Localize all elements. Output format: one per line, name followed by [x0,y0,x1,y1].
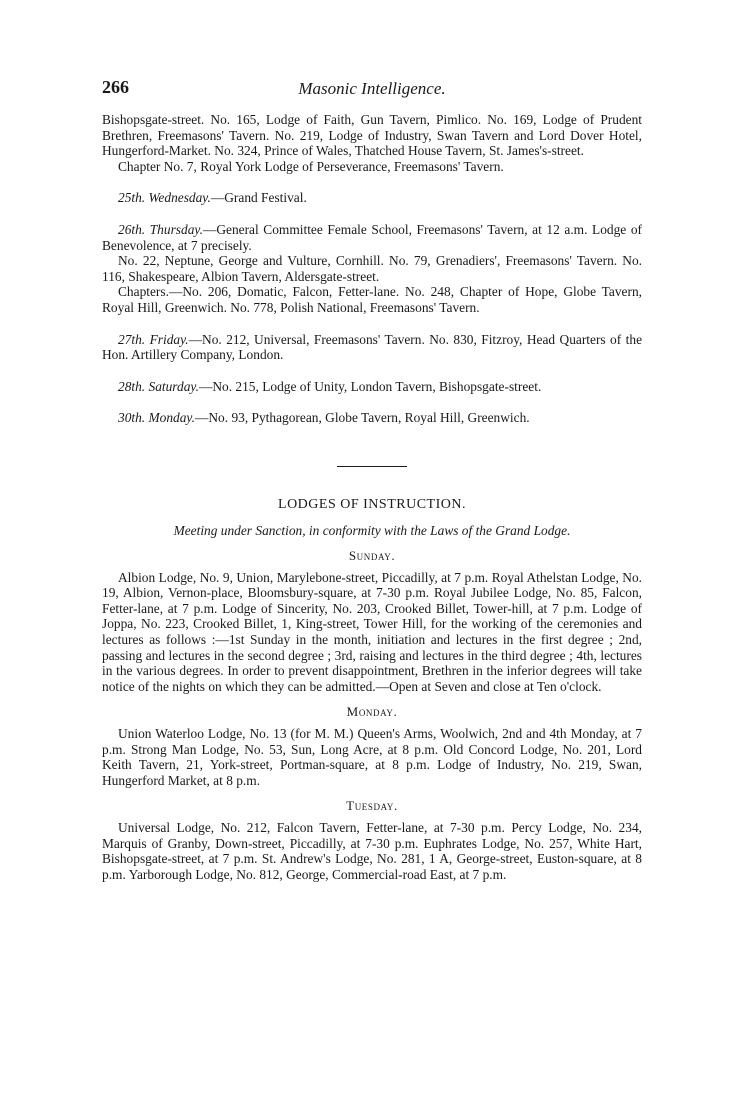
chapter-paragraph: Chapter No. 7, Royal York Lodge of Perseverance, Freemasons' Tavern. [118,158,504,174]
monday-paragraph: Union Waterloo Lodge, No. 13 (for M. M.) Queen's Arms, Woolwich, 2nd and 4th Monday, at 7 p.m. Strong Man Lodge, No. 53, Sun, Long Acre, at 8 p.m. Old Concord Lodge, No. 201, Lord Keith Tavern, 21, York-street, Portman-square, at 8 p.m. Lodge of Industry, No. 219, Swan, Hungerford Market, at 8 p.m. [102,726,642,788]
sunday-paragraph: Albion Lodge, No. 9, Union, Marylebone-street, Piccadilly, at 7 p.m. Royal Athelstan Lodge, No. 19, Albion, Vernon-place, Bloomsbury-square, at 7-30 p.m. Royal Jubilee Lodge, No. 85, Falcon, Fetter-lane, at 7 p.m. Lodge of Sincerity, No. 203, Crooked Billet, Tower-hill, at 7 p.m. Lodge of Joppa, No. 223, Crooked Billet, 1, King-street, Tower Hill, for the working of the ceremonies and lectures as follows :—1st Sunday in the month, initiation and lectures in the first degree ; 2nd, passing and lectures in the second degree ; 3rd, raising and lectures in the third degree ; 4th, lectures in the various degrees. In order to prevent disappointment, Brethren in the inferior degrees will take notice of the nights on which they can be admitted.—Open at Seven and close at Ten o'clock. [102,569,642,694]
day-date: 25th. Wednesday. [118,190,211,206]
page-number: 266 [102,77,129,97]
day-entry-26 [102,222,642,253]
day-entry-28 [102,379,642,395]
day-date: 27th. Friday. [118,331,189,347]
section-subtitle: Meeting under Sanction, in conformity with the Laws of the Grand Lodge. [173,522,571,538]
day-date: 26th. Thursday. [118,221,203,237]
day-text: —No. 212, Universal, Freemasons' Tavern. No. 830, Fitzroy, Head Quarters of the Hon. Artillery Company, London. [102,331,643,363]
day-text: —No. 93, Pythagorean, Globe Tavern, Royal Hill, Greenwich. [195,410,530,426]
day-text: —No. 215, Lodge of Unity, London Tavern, Bishopsgate-street. [198,378,542,394]
day-text: —General Committee Female School, Freemasons' Tavern, at 12 a.m. Lodge of Benevolence, at 7 precisely. [102,221,642,253]
continued-paragraph: Bishopsgate-street. No. 165, Lodge of Faith, Gun Tavern, Pimlico. No. 169, Lodge of Prudent Brethren, Freemasons' Tavern. No. 219, Lodge of Industry, Swan Tavern and Lord Dover Hotel, Hungerford-Market. No. 324, Prince of Wales, Thatched House Tavern, St. James's-street. [102,112,642,159]
section-heading: LODGES OF INSTRUCTION. [278,496,466,512]
day-entry-26-chapters: Chapters.—No. 206, Domatic, Falcon, Fetter-lane. No. 248, Chapter of Hope, Globe Tavern, Royal Hill, Greenwich. No. 778, Polish National, Freemasons' Tavern. [102,284,642,315]
tuesday-paragraph: Universal Lodge, No. 212, Falcon Tavern, Fetter-lane, at 7-30 p.m. Percy Lodge, No. 234, Marquis of Granby, Down-street, Piccadilly, at 7-30 p.m. Euphrates Lodge, No. 257, White Hart, Bishopsgate-street, at 7 p.m. St. Andrew's Lodge, No. 281, 1 A, George-street, Euston-square, at 8 p.m. Yarborough Lodge, No. 812, George, Commercial-road East, at 7 p.m. [102,820,642,882]
day-date: 28th. Saturday. [118,378,199,394]
day-entry-30 [102,410,642,426]
day-entry-25 [102,190,642,206]
day-text: —Grand Festival. [210,190,307,206]
day-entry-27 [102,332,642,363]
running-title: Masonic Intelligence. [298,79,446,98]
document-page [102,77,643,882]
section-divider [337,466,407,467]
tuesday-heading: Tuesday. [346,798,398,814]
page-header [102,77,642,104]
monday-heading: Monday. [346,704,398,720]
sunday-heading: Sunday. [348,548,396,564]
day-entry-26-lodges: No. 22, Neptune, George and Vulture, Cornhill. No. 79, Grenadiers', Freemasons' Tavern. No. 116, Shakespeare, Albion Tavern, Aldersgate-street. [102,253,642,284]
day-date: 30th. Monday. [118,410,195,426]
